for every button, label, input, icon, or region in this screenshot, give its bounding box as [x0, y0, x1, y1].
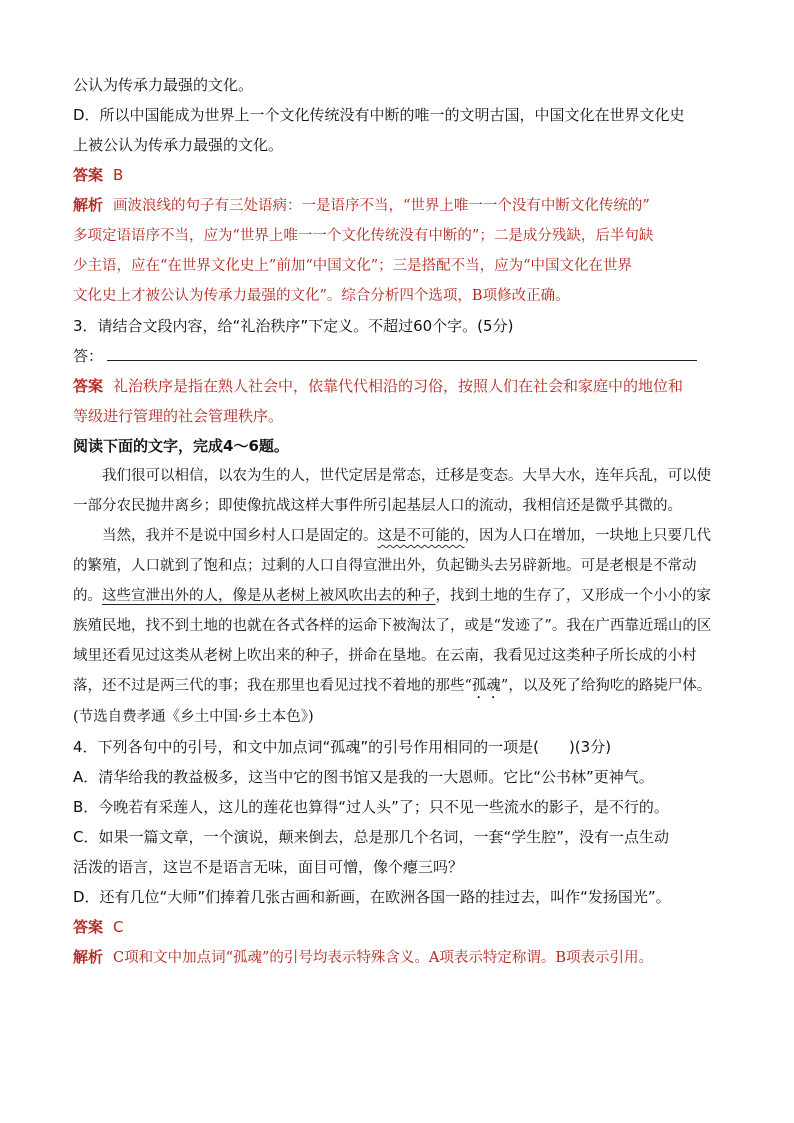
underlined-sentence: 这些宣泄出外的人，像是从老树上被风吹出去的种子: [102, 588, 436, 604]
q3-answer-line1: [73, 371, 724, 401]
option-d-line2: 上被公认为传承力最强的文化。: [73, 136, 284, 154]
passage-paragraph-2: [73, 521, 724, 732]
reading-passage: [73, 461, 724, 732]
answer-tag: 答案: [73, 918, 104, 936]
q4-option-d: D．还有几位“大师”们捧着几张古画和新画，在欧洲各国一路的挂过去，叫作“发扬国光”。: [73, 888, 671, 906]
reading-instruction: 阅读下面的文字，完成4～6题。: [73, 437, 289, 455]
q4-explanation: [73, 942, 724, 973]
answer-tag: 答案: [73, 166, 104, 184]
answer-value: B: [113, 166, 124, 184]
q3-answer-field: [73, 341, 724, 371]
q2-explanation-line2: 多项定语语序不当，应为“世界上唯一一个文化传统没有中断的”；二是成分残缺，后半句缺: [73, 228, 654, 244]
wavy-underlined-phrase: 这是不可能的: [377, 528, 465, 544]
explanation-text: 画波浪线的句子有三处语病：一是语序不当，“世界上唯一一个没有中断文化传统的”: [113, 198, 650, 214]
q4-option-a: A．清华给我的教益极多，这当中它的图书馆又是我的一大恩师。它比“公书林”更神气。: [73, 768, 654, 786]
passage-text: ，找到土地的生存了，又形成一个小小的家族殖民地，找不到土地的也就在各式各样的运命下被淘汰了，或是“发迹了”。我在广西靠近瑶山的区域里还看见过这类从老树上吹出来的种子，拼命在垦地。在云南，我看见过这类种子所长成的小村落，还不过是两三代的事；我在那里也看见过找不着地的那些“: [73, 588, 712, 694]
answer-tag: 答案: [73, 377, 104, 395]
passage-text: ”，以及死了给狗吃的路毙尸体。(节选自费孝通《乡土中国·乡土本色》): [73, 678, 712, 725]
answer-value: C: [113, 918, 124, 936]
passage-text: 当然，我并不是说中国乡村人口是固定的。: [102, 528, 378, 544]
q2-explanation-line3: 少主语，应在“在世界文化史上”前加“中国文化”；三是搭配不当，应为“中国文化在世界: [73, 258, 633, 274]
explanation-tag: 解析: [73, 948, 104, 966]
q4-option-c-line1: C．如果一篇文章，一个演说，颠来倒去，总是那几个名词，一套“学生腔”，没有一点生动: [73, 828, 670, 846]
text-line: 公认为传承力最强的文化。: [73, 76, 254, 94]
q2-explanation-line4: 文化史上才被公认为传承力最强的文化”。综合分析四个选项，B项修改正确。: [73, 288, 570, 304]
answer-text: 礼治秩序是指在熟人社会中，依靠代代相沿的习俗，按照人们在社会和家庭中的地位和: [113, 377, 684, 395]
q4-question: 4．下列各句中的引号，和文中加点词“孤魂”的引号作用相同的一项是( )(3分): [73, 738, 612, 756]
q3-answer-line2: 等级进行管理的社会管理秩序。: [73, 407, 284, 425]
dotted-word: 孤魂: [471, 678, 501, 694]
explanation-text: C项和文中加点词“孤魂”的引号均表示特殊含义。A项表示特定称谓。B项表示引用。: [113, 950, 654, 966]
passage-text: ，因为人口在增加，一块地上只要几代的繁殖，人口就到了饱和点；过剩的人口自得宣泄出外，负起锄头去另辟新地。可是老根是不常动的。: [73, 528, 711, 604]
q4-answer: [73, 912, 724, 942]
q2-explanation-line1: [73, 190, 724, 221]
q4-option-c-line2: 活泼的语言，这岂不是语言无味，面目可憎，像个瘪三吗？: [73, 858, 464, 876]
option-d-line1: D．所以中国能成为世界上一个文化传统没有中断的唯一的文明古国，中国文化在世界文化史: [73, 106, 685, 124]
explanation-tag: 解析: [73, 196, 104, 214]
q3-question: 3．请结合文段内容，给“礼治秩序”下定义。不超过60个字。(5分): [73, 317, 514, 335]
q2-answer: [73, 160, 724, 190]
passage-paragraph-1: 我们很可以相信，以农为生的人，世代定居是常态，迁移是变态。大旱大水，连年兵乱，可以使一部分农民抛井离乡；即使像抗战这样大事件所引起基层人口的流动，我相信还是微乎其微的。: [73, 468, 711, 514]
answer-prompt: 答：: [73, 347, 104, 365]
answer-blank-line[interactable]: [107, 342, 697, 361]
q4-option-b: B．今晚若有采莲人，这儿的莲花也算得“过人头”了；只不见一些流水的影子，是不行的。: [73, 798, 669, 816]
